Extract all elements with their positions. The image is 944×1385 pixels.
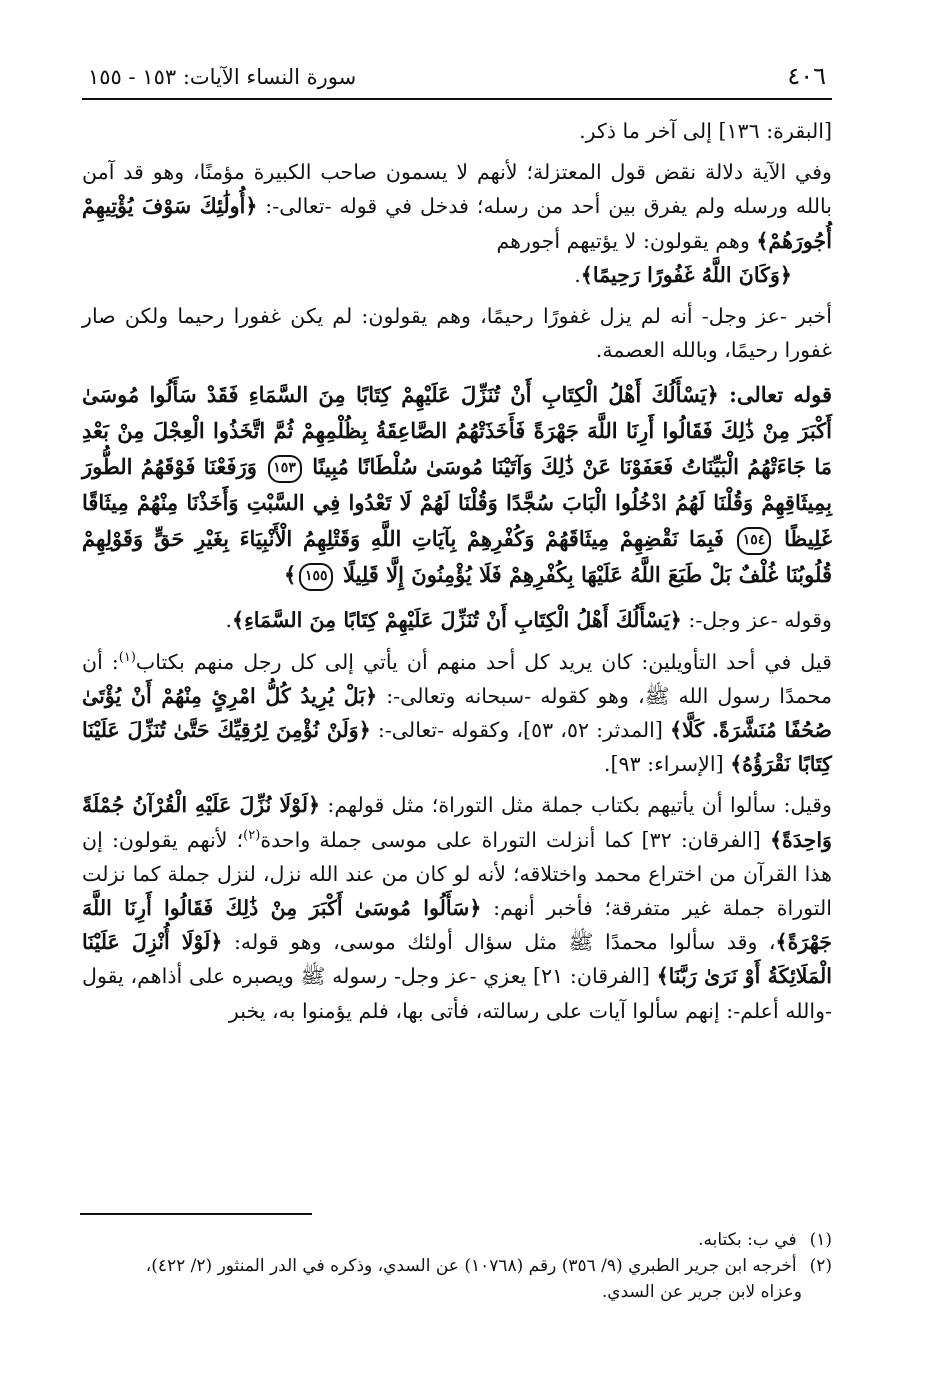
text: وقيل: سألوا أن يأتيهم بكتاب جملة مثل التوراة؛ مثل قولهم:	[320, 793, 832, 818]
footnote-divider	[80, 1213, 312, 1215]
ayah-number-marker: ١٥٥	[299, 563, 333, 591]
footnote-text: في ب: بكتابه.	[698, 1230, 797, 1250]
paragraph	[82, 603, 832, 637]
footnote-number: (٢)	[809, 1256, 832, 1276]
quran-quote: ﴿وَكَانَ اللَّهُ غَفُورًا رَحِيمًا﴾	[580, 262, 792, 287]
footnote-text: وعزاه لابن جرير عن السدي.	[601, 1282, 802, 1302]
surah-range-title: سورة النساء الآيات: ١٥٣ - ١٥٥	[88, 65, 357, 89]
ayah-number-marker: ١٥٤	[737, 527, 771, 555]
text: [الفرقان: ٣٢] كما أنزلت التوراة على موسى جملة واحدة	[260, 827, 770, 852]
page-number: ٤٠٦	[787, 62, 826, 90]
text: ، وقد سألوا محمدًا ﷺ مثل سؤال أولئك موسى، وهو قوله:	[222, 930, 776, 955]
quran-quote: ﴿لَوْلَا نُزِّلَ عَلَيْهِ الْقُرْآنُ جُمْلَةً وَاحِدَةً﴾	[82, 793, 833, 852]
verse-lead: قوله تعالى:	[718, 382, 832, 408]
footnote-continuation	[82, 1280, 832, 1304]
text: .	[574, 262, 581, 287]
text: [الإسراء: ٩٣].	[603, 752, 731, 777]
paragraph	[82, 645, 832, 782]
text: أخبر -عز وجل- أنه لم يزل غفورًا رحيمًا، وهم يقولون: لم يكن غفورا رحيما ولكن صار غفورا رحيمًا، وبالله العصمة.	[82, 304, 832, 363]
text: قيل في أحد التأويلين: كان يريد كل أحد منهم أن يأتي إلى كل رجل منهم بكتاب	[135, 649, 832, 674]
footnote-ref[interactable]: (٢)	[243, 827, 261, 843]
verse-154: وَرَفَعْنَا فَوْقَهُمُ الطُّورَ بِمِيثَاقِهِمْ وَقُلْنَا لَهُمُ ادْخُلُوا الْبَابَ سُجَّدًا وَقُلْنَا لَهُمْ لَا تَعْدُوا فِي السَّبْتِ وَأَخَذْنَا مِنْهُمْ مِيثَاقًا غَلِيظًا	[82, 454, 832, 552]
quran-quote: ﴿وَلَنْ نُؤْمِنَ لِرُقِيِّكَ حَتَّىٰ تُنَزِّلَ عَلَيْنَا كِتَابًا نَقْرَؤُهُ﴾	[82, 718, 832, 777]
verse-155: فَبِمَا نَقْضِهِمْ مِيثَاقَهُمْ وَكُفْرِهِمْ بِآيَاتِ اللَّهِ وَقَتْلِهِمُ الْأَنْبِيَاءَ بِغَيْرِ حَقٍّ وَقَوْلِهِمْ قُلُوبُنَا غُلْفٌ بَلْ طَبَعَ اللَّهُ عَلَيْهَا بِكُفْرِهِمْ فَلَا يُؤْمِنُونَ إِلَّا قَلِيلًا	[82, 526, 832, 588]
verse-close-bracket: ﴾	[283, 562, 297, 588]
footnote-text: أخرجه ابن جرير الطبري (٩/ ٣٥٦) رقم (١٠٧٦٨) عن السدي، وذكره في الدر المنثور (٢/ ٤٢٢)،	[145, 1256, 797, 1276]
text: وهم يقولون: لا يؤتيهم أجورهم	[496, 228, 757, 253]
quran-quote: ﴿سَأَلُوا مُوسَىٰ أَكْبَرَ مِنْ ذَٰلِكَ فَقَالُوا أَرِنَا اللَّهَ جَهْرَةً﴾	[82, 896, 832, 955]
footnote-ref[interactable]: (١)	[118, 649, 136, 665]
quran-quote: ﴿بَلْ يُرِيدُ كُلُّ امْرِئٍ مِنْهُمْ أَنْ يُؤْتَىٰ صُحُفًا مُنَشَّرَةً. كَلَّا﴾	[82, 683, 832, 743]
ayah-number-marker: ١٥٣	[268, 455, 302, 483]
quran-quote: ﴿لَوْلَا أُنْزِلَ عَلَيْنَا الْمَلَائِكَةُ أَوْ نَرَىٰ رَبَّنَا﴾	[82, 930, 832, 989]
paragraph	[82, 114, 832, 148]
text: [المدثر: ٥٢، ٥٣]، وكقوله -تعالى-:	[370, 718, 670, 743]
paragraph	[82, 299, 832, 367]
paragraph	[82, 788, 832, 1027]
page	[82, 62, 832, 1035]
footnote	[82, 1228, 832, 1252]
text: وقوله -عز وجل-:	[681, 608, 832, 633]
paragraph	[82, 155, 832, 292]
text: وفي الآية دلالة نقض قول المعتزلة؛ لأنهم لا يسمون صاحب الكبيرة مؤمنًا، وهو قد آمن بالله ورسله ولم يفرق بين أحد من رسله؛ فدخل في قوله -تعالى-:	[82, 160, 832, 219]
text: [البقرة: ١٣٦] إلى آخر ما ذكر.	[579, 119, 832, 143]
quran-quote: ﴿يَسْأَلُكَ أَهْلُ الْكِتَابِ أَنْ تُنَزِّلَ عَلَيْهِمْ كِتَابًا مِنَ السَّمَاءِ﴾	[232, 608, 682, 633]
text: .	[225, 608, 233, 633]
text: [الفرقان: ٢١] يعزي -عز وجل- رسوله ﷺ ويصبره على أذاهم، يقول -والله أعلم-: إنهم سألوا آيات على رسالته، فأتى بها، فلم يؤمنوا به، يخبر	[82, 964, 832, 1023]
footnote-number: (١)	[809, 1230, 832, 1250]
footnotes	[82, 1228, 832, 1306]
body-text	[82, 114, 832, 1028]
quran-quote: ﴿أُولَٰئِكَ سَوْفَ يُؤْتِيهِمْ أُجُورَهُمْ﴾	[82, 194, 832, 253]
verse-block	[82, 377, 832, 593]
footnote	[82, 1254, 832, 1278]
running-header	[82, 62, 832, 100]
text: : أن محمدًا رسول الله ﷺ، وهو كقوله -سبحانه وتعالى-:	[82, 649, 832, 708]
text: ؛ لأنهم يقولون: إن هذا القرآن من اختراع محمد واختلاقه؛ لأنه لو كان من عند الله نزل، لنزل جملة كما نزلت التوراة جملة غير متفرقة؛ فأخبر أنهم:	[82, 827, 832, 921]
verse-153: ﴿يَسْأَلُكَ أَهْلُ الْكِتَابِ أَنْ تُنَزِّلَ عَلَيْهِمْ كِتَابًا مِنَ السَّمَاءِ فَقَدْ سَأَلُوا مُوسَىٰ أَكْبَرَ مِنْ ذَٰلِكَ فَقَالُوا أَرِنَا اللَّهَ جَهْرَةً فَأَخَذَتْهُمُ الصَّاعِقَةُ بِظُلْمِهِمْ ثُمَّ اتَّخَذُوا الْعِجْلَ مِنْ بَعْدِ مَا جَاءَتْهُمُ الْبَيِّنَاتُ فَعَفَوْنَا عَنْ ذَٰلِكَ وَآتَيْنَا مُوسَىٰ سُلْطَانًا مُبِينًا	[82, 382, 832, 480]
